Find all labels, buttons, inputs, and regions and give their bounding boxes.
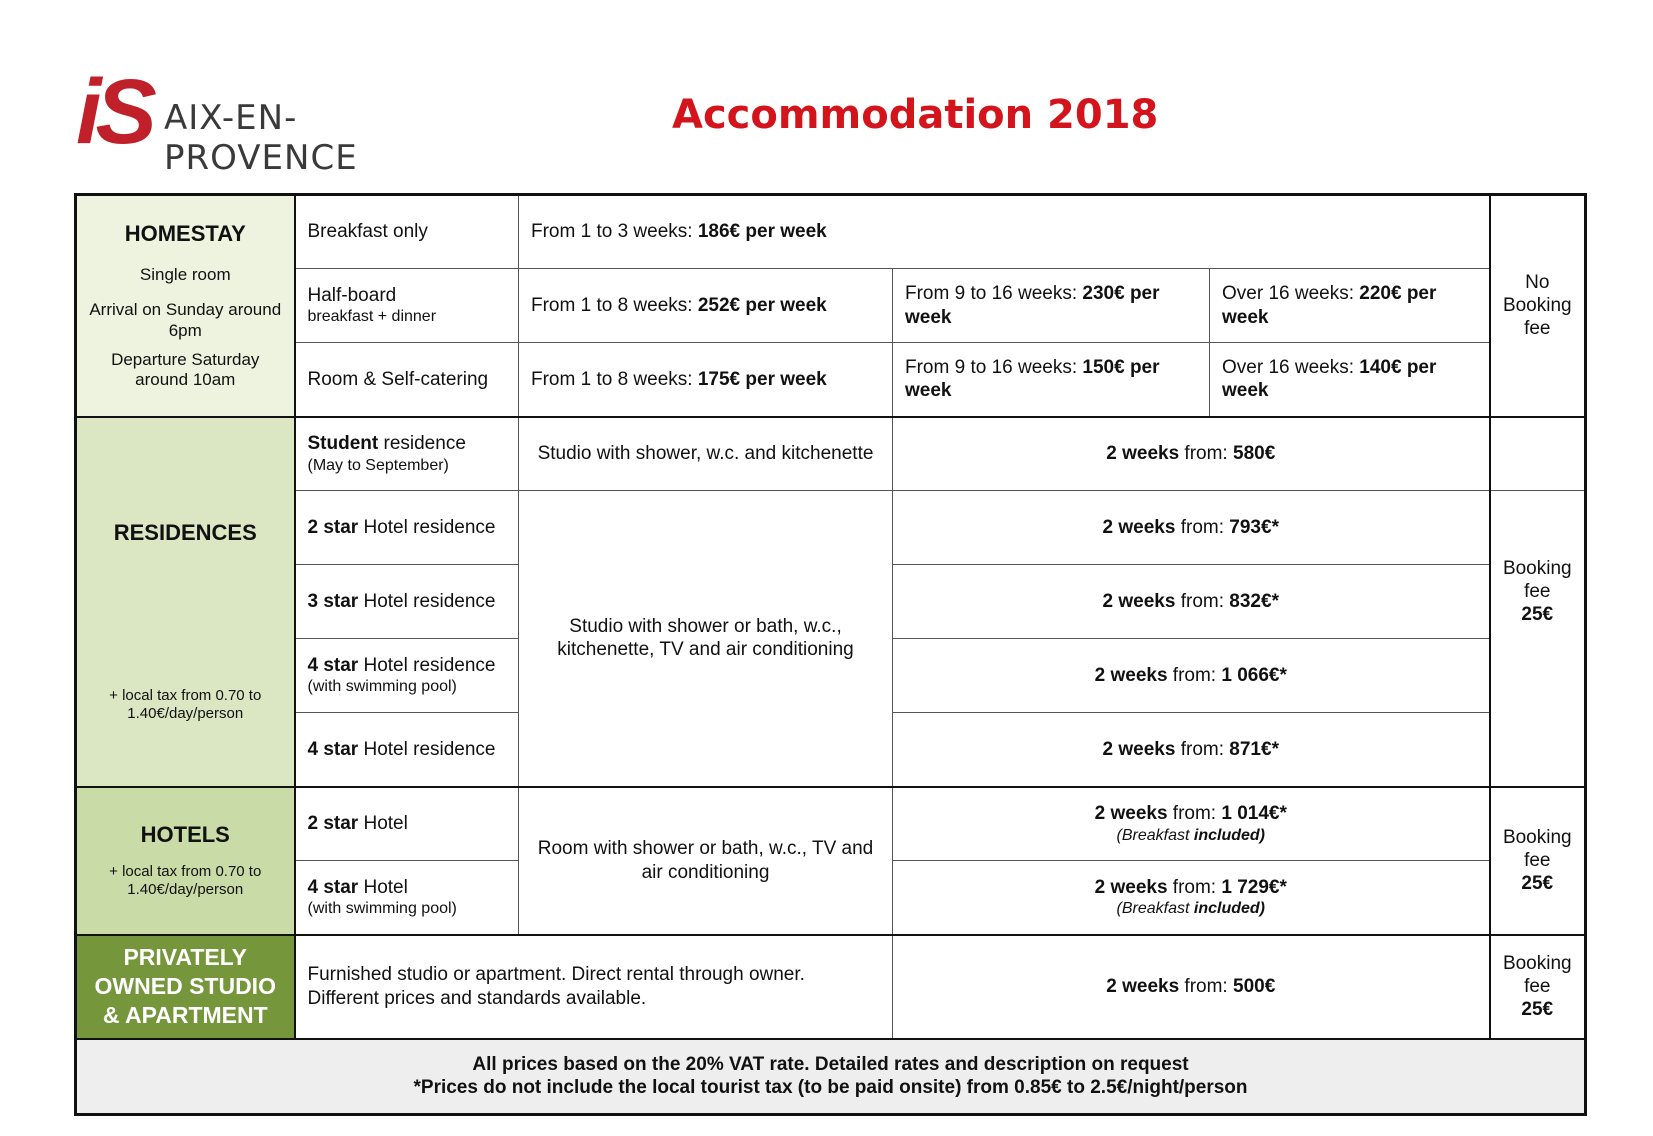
fee-label: Booking fee [1502, 952, 1572, 997]
homestay-option [295, 343, 519, 417]
price-value: 140€ per week [1222, 357, 1437, 402]
option-label: Hotel residence [358, 516, 496, 538]
option-sub: (with swimming pool) [307, 900, 457, 918]
fee-label: Booking fee [1502, 558, 1572, 603]
price-mid: from: [1167, 803, 1222, 825]
hotel-option [295, 787, 519, 861]
homestay-title: HOMESTAY [124, 220, 246, 246]
private-booking-fee [1490, 935, 1586, 1039]
price-prefix: 2 weeks [1106, 443, 1180, 465]
private-price [893, 935, 1490, 1039]
price-prefix: 2 weeks [1102, 738, 1176, 760]
homestay-price [1210, 269, 1490, 343]
residences-title: RESIDENCES [113, 519, 257, 545]
residences-booking-fee-top [1490, 417, 1586, 491]
residences-tax: + local tax from 0.70 to 1.40€/day/person [109, 686, 262, 722]
homestay-option [295, 269, 519, 343]
option-label-bold: 4 star [307, 876, 359, 898]
price-value: 500€ [1233, 975, 1276, 997]
price-value: 1 729€* [1221, 876, 1287, 898]
price-value: 1 066€* [1221, 664, 1287, 686]
option-label-bold: 4 star [307, 655, 359, 677]
homestay-price [893, 269, 1210, 343]
hotels-title: HOTELS [140, 821, 230, 847]
option-sub: (with swimming pool) [307, 678, 457, 696]
homestay-price [519, 195, 1490, 269]
price-prefix: 2 weeks [1094, 876, 1168, 898]
logo [76, 61, 476, 178]
footer-line1: All prices based on the 20% VAT rate. Detailed rates and description on request [472, 1054, 1189, 1076]
private-description [295, 935, 893, 1039]
residence-description: Studio with shower, w.c. and kitchenette [519, 417, 893, 491]
option-label: Hotel residence [358, 738, 496, 760]
option-label-bold: 2 star [307, 813, 359, 835]
homestay-price [519, 269, 893, 343]
option-label: Hotel residence [358, 655, 496, 677]
hotels-tax: + local tax from 0.70 to 1.40€/day/person [109, 862, 262, 898]
price-mid: from: [1179, 443, 1233, 465]
logo-city: AIX-EN-PROVENCE [164, 98, 358, 178]
logo-mark: iS [76, 61, 151, 163]
price-prefix: From 1 to 8 weeks: [531, 368, 698, 390]
option-sub: (May to September) [307, 456, 449, 474]
option-label: residence [378, 433, 466, 455]
fee-value: 25€ [1521, 873, 1554, 895]
footer-line2: *Prices do not include the local tourist tax (to be paid onsite) from 0.85€ to 2.5€/night/person [413, 1077, 1248, 1099]
option-sub: breakfast + dinner [307, 308, 437, 326]
price-mid: from: [1179, 975, 1233, 997]
private-desc-line1: Furnished studio or apartment. Direct rental through owner. [307, 964, 805, 986]
homestay-price [519, 343, 893, 417]
breakfast-note-bold: included) [1193, 900, 1265, 918]
option-label-bold: 4 star [307, 738, 359, 760]
homestay-option [295, 195, 519, 269]
price-value: 580€ [1233, 443, 1276, 465]
option-label-bold: 3 star [307, 590, 359, 612]
price-value: 186€ per week [697, 221, 827, 243]
breakfast-note [905, 899, 1477, 919]
private-desc-line2: Different prices and standards available. [307, 987, 647, 1009]
residence-price [893, 417, 1490, 491]
breakfast-note [905, 826, 1477, 846]
price-mid: from: [1175, 516, 1230, 538]
price-value: 793€* [1229, 516, 1279, 538]
residence-option [295, 713, 519, 787]
accommodation-table [74, 193, 1587, 1116]
page-title: Accommodation 2018 [672, 92, 1159, 138]
residence-option [295, 565, 519, 639]
fee-value: 25€ [1521, 999, 1554, 1021]
hotels-section [76, 787, 295, 935]
residence-option [295, 639, 519, 713]
price-value: 175€ per week [697, 368, 827, 390]
hotels-booking-fee [1490, 787, 1586, 935]
residence-option [295, 417, 519, 491]
price-value: 832€* [1229, 590, 1279, 612]
price-prefix: 2 weeks [1094, 803, 1168, 825]
hotel-price [893, 787, 1490, 861]
option-label: Half-board [307, 285, 397, 307]
breakfast-note-pre: (Breakfast [1116, 826, 1194, 844]
option-label: Breakfast only [307, 221, 428, 243]
price-mid: from: [1167, 876, 1222, 898]
price-value: 252€ per week [697, 294, 827, 316]
price-mid: from: [1175, 590, 1230, 612]
private-title: PRIVATELY OWNED STUDIO & APARTMENT [94, 944, 276, 1028]
price-prefix: Over 16 weeks: [1222, 283, 1360, 305]
option-label-bold: 2 star [307, 516, 359, 538]
price-prefix: From 1 to 3 weeks: [531, 221, 698, 243]
option-label-bold: Student [307, 433, 379, 455]
hotel-description: Room with shower or bath, w.c., TV and air conditioning [519, 787, 893, 935]
price-prefix: From 9 to 16 weeks: [905, 357, 1083, 379]
hotel-price [893, 861, 1490, 935]
residence-price [893, 491, 1490, 565]
homestay-section [76, 195, 295, 417]
fee-value: 25€ [1521, 604, 1554, 626]
price-prefix: From 1 to 8 weeks: [531, 294, 698, 316]
price-prefix: 2 weeks [1102, 590, 1176, 612]
price-value: 871€* [1229, 738, 1279, 760]
private-section [76, 935, 295, 1039]
homestay-departure: Departure Saturday around 10am [111, 349, 260, 390]
homestay-price [893, 343, 1210, 417]
price-mid: from: [1167, 664, 1222, 686]
fee-label: Booking fee [1502, 826, 1572, 871]
residence-description: Studio with shower or bath, w.c., kitchenette, TV and air conditioning [519, 491, 893, 787]
price-value: 230€ per week [905, 283, 1160, 328]
option-label: Hotel [358, 813, 408, 835]
residence-option [295, 491, 519, 565]
hotel-option [295, 861, 519, 935]
homestay-booking-fee: No Booking fee [1490, 195, 1586, 417]
homestay-price [1210, 343, 1490, 417]
residences-section [76, 417, 295, 787]
price-value: 220€ per week [1222, 283, 1437, 328]
price-prefix: 2 weeks [1106, 975, 1180, 997]
residence-price [893, 639, 1490, 713]
option-label: Hotel [358, 876, 408, 898]
price-value: 1 014€* [1221, 803, 1287, 825]
residence-price [893, 565, 1490, 639]
breakfast-note-bold: included) [1193, 826, 1265, 844]
residences-booking-fee [1490, 491, 1586, 787]
option-label: Room & Self-catering [307, 368, 489, 390]
footer-note [76, 1039, 1586, 1115]
homestay-arrival: Arrival on Sunday around 6pm [89, 300, 282, 340]
price-value: 150€ per week [905, 357, 1160, 402]
residence-price [893, 713, 1490, 787]
price-prefix: From 9 to 16 weeks: [905, 283, 1083, 305]
option-label: Hotel residence [358, 590, 496, 612]
price-prefix: 2 weeks [1102, 516, 1176, 538]
price-prefix: 2 weeks [1094, 664, 1168, 686]
homestay-room: Single room [139, 265, 231, 285]
price-mid: from: [1175, 738, 1230, 760]
breakfast-note-pre: (Breakfast [1116, 900, 1194, 918]
price-prefix: Over 16 weeks: [1222, 357, 1360, 379]
